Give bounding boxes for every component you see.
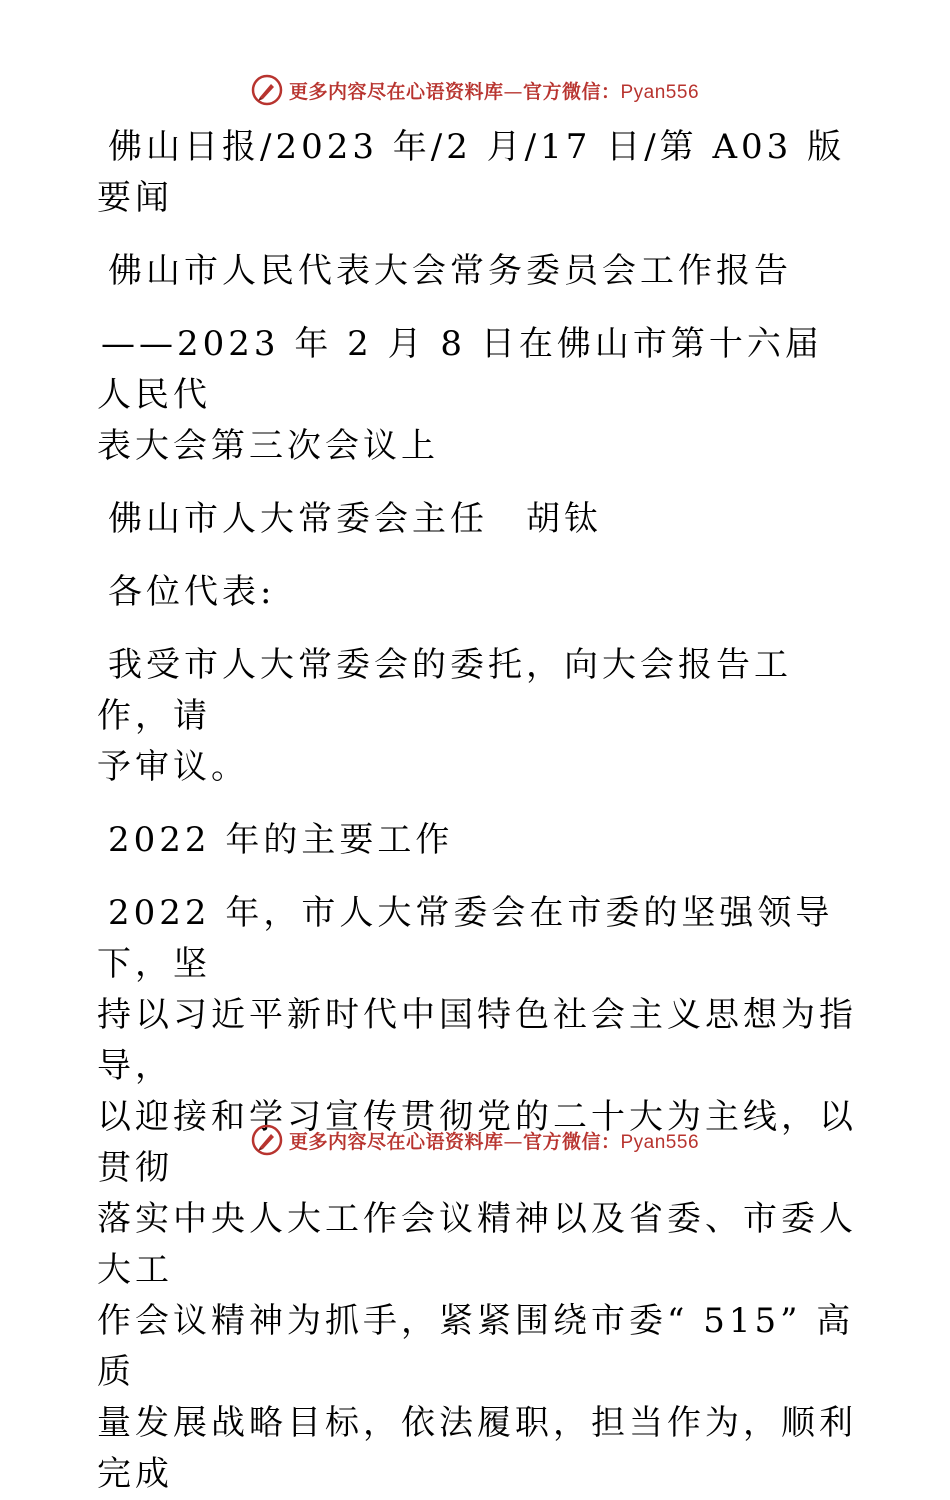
source-line: 佛山日报/2023 年/2 月/17 日/第 A03 版要闻 xyxy=(97,127,846,218)
document-body xyxy=(97,122,857,1500)
pen-logo-icon xyxy=(251,74,283,106)
pen-logo-icon xyxy=(251,1124,283,1156)
body-line: 落实中央人大工作会议精神以及省委、市委人大工 xyxy=(97,1199,857,1290)
header-watermark xyxy=(0,70,950,110)
body-line: 以迎接和学习宣传贯彻党的二十大为主线，以贯彻 xyxy=(97,1097,857,1188)
body-line: 作会议精神为抓手，紧紧围绕市委“ 515” 高质 xyxy=(97,1301,855,1392)
intro-line-2: 予审议。 xyxy=(97,747,249,787)
subtitle-line-1: ——2023 年 2 月 8 日在佛山市第十六届人民代 xyxy=(97,324,823,415)
body-line: 量发展战略目标，依法履职，担当作为，顺利完成 xyxy=(97,1403,857,1494)
intro-line-1: 我受市人大常委会的委托，向大会报告工作，请 xyxy=(97,645,792,736)
salutation: 各位代表: xyxy=(108,572,276,612)
body-line: 持以习近平新时代中国特色社会主义思想为指导， xyxy=(97,995,857,1086)
watermark-text: 更多内容尽在心语资料库—官方微信：Pyan556 xyxy=(288,1130,700,1153)
subtitle-line-2: 表大会第三次会议上 xyxy=(97,426,439,466)
watermark-text: 更多内容尽在心语资料库—官方微信：Pyan556 xyxy=(288,80,700,103)
speaker-line: 佛山市人大常委会主任 胡钛 xyxy=(108,499,602,539)
document-title: 佛山市人民代表大会常务委员会工作报告 xyxy=(108,251,792,291)
body-line: 2022 年，市人大常委会在市委的坚强领导下，坚 xyxy=(97,893,834,984)
footer-watermark xyxy=(0,1120,950,1160)
section-heading: 2022 年的主要工作 xyxy=(108,820,454,860)
